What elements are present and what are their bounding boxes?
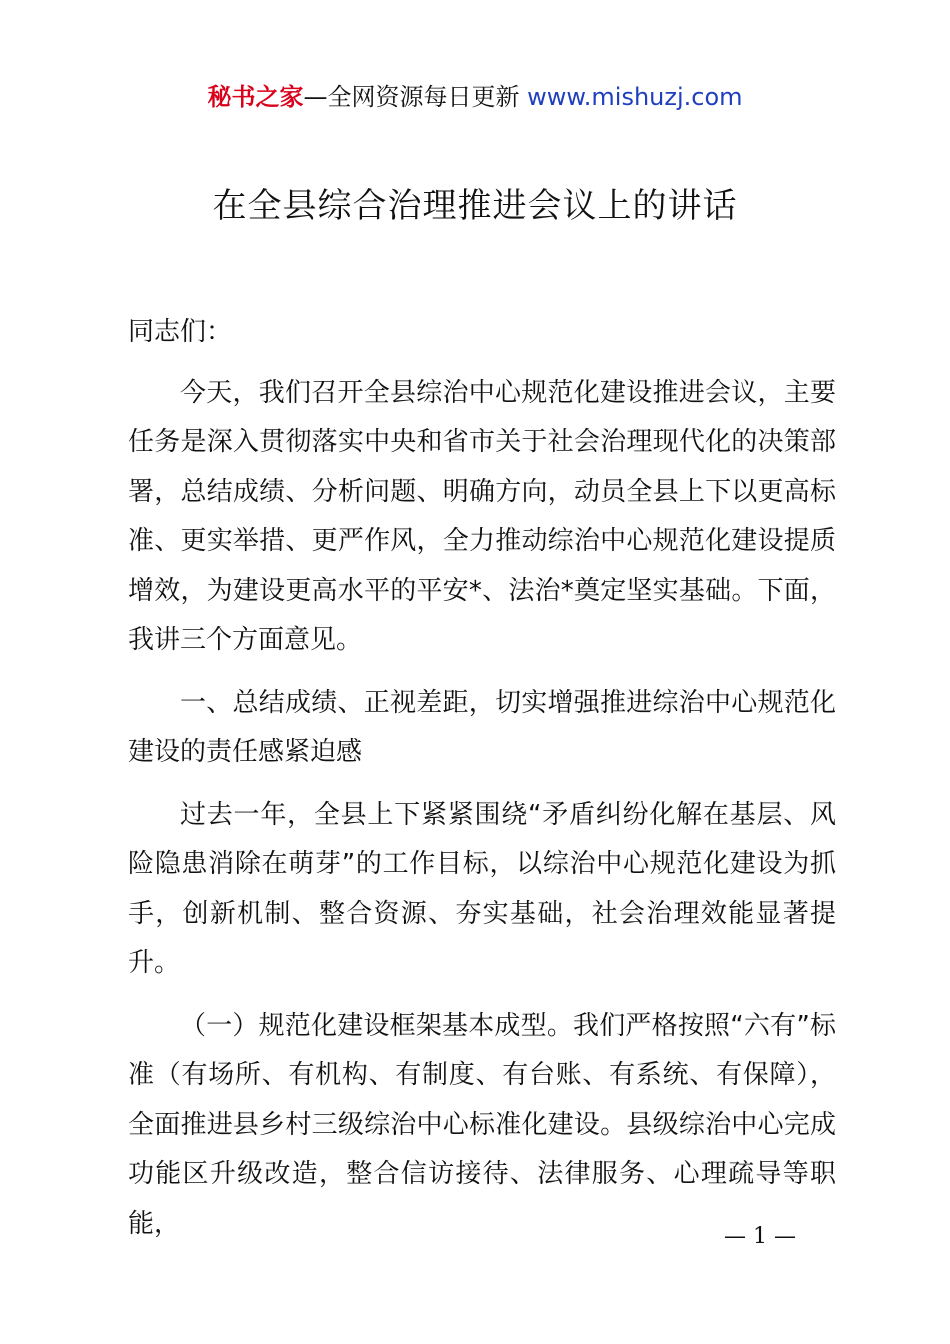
page-number: — 1 — bbox=[724, 1224, 796, 1249]
document-title: 在全县综合治理推进会议上的讲话 bbox=[212, 186, 738, 226]
paragraph-review: 过去一年，全县上下紧紧围绕“矛盾纠纷化解在基层、风险隐患消除在萌芽”的工作目标，以综治中心规范化建设为抓手，创新机制、整合资源、夯实基础，社会治理效能显著提升。 bbox=[128, 799, 836, 978]
salutation: 同志们： bbox=[128, 317, 233, 347]
section-heading-1: 一、总结成绩、正视差距，切实增强推进综治中心规范化建设的责任感紧迫感 bbox=[128, 687, 836, 767]
document-body bbox=[128, 308, 836, 1262]
paragraph-subsection-1: （一）规范化建设框架基本成型。我们严格按照“六有”标准（有场所、有机构、有制度、有台账、有系统、有保障），全面推进县乡村三级综治中心标准化建设。县级综治中心完成功能区升级改造，整合信访接待、法律服务、心理疏导等职能， bbox=[128, 1010, 836, 1239]
paragraph-intro: 今天，我们召开全县综治中心规范化建设推进会议，主要任务是深入贯彻落实中央和省市关于社会治理现代化的决策部署，总结成绩、分析问题、明确方向，动员全县上下以更高标准、更实举措、更严作风，全力推动综治中心规范化建设提质增效，为建设更高水平的平安*、法治*奠定坚实基础。下面，我讲三个方面意见。 bbox=[128, 377, 836, 655]
banner-url[interactable]: www.mishuzj.com bbox=[527, 83, 743, 111]
site-banner bbox=[0, 80, 950, 114]
banner-brand: 秘书之家 bbox=[207, 83, 304, 111]
banner-slogan: —全网资源每日更新 bbox=[303, 83, 528, 111]
